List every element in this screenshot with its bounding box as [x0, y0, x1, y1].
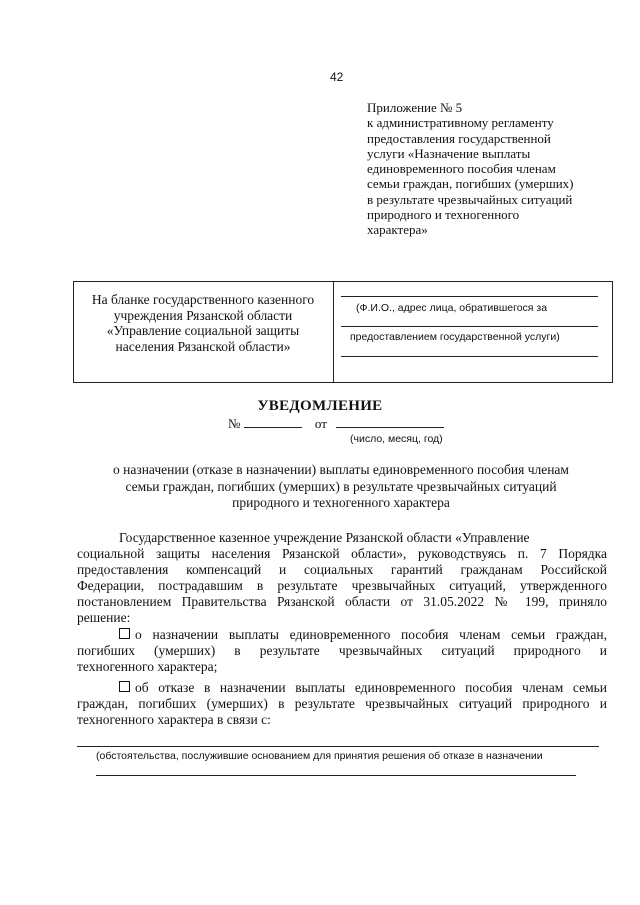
subject-line: о назначении (отказе в назначении) выплаты единовременного пособия членам — [113, 462, 569, 477]
date-blank — [336, 427, 444, 428]
letterhead-line: На бланке государственного казенного — [91, 292, 315, 307]
header-table-divider — [333, 281, 334, 383]
reason-fill-line-2[interactable] — [96, 775, 576, 776]
refuse-line: об отказе в назначении выплаты единовременного пособия членам семьи — [135, 680, 607, 695]
grant-line: о назначении выплаты единовременного пособия членам семьи граждан, — [135, 627, 607, 642]
subject-line: семьи граждан, погибших (умерших) в результате чрезвычайных ситуаций — [125, 478, 557, 494]
appendix-line: характера» — [367, 222, 428, 238]
grant-line: погибших (умерших) в результате чрезвычайных ситуаций природного и — [77, 643, 607, 658]
refuse-line: граждан, погибших (умерших) в результате чрезвычайных ситуаций природного и — [77, 696, 607, 711]
letterhead-line: населения Рязанской области» — [115, 338, 291, 354]
letterhead-line: учреждения Рязанской области — [113, 307, 293, 323]
appendix-header — [367, 100, 607, 238]
body-paragraph — [77, 530, 607, 626]
option-refuse — [77, 680, 607, 728]
appendix-line: к административному регламенту — [367, 115, 554, 131]
body-line: предоставления компенсаций и социальных гарантий гражданам Российской — [77, 562, 607, 577]
date-label: от — [314, 416, 327, 431]
recipient-name-line — [341, 296, 598, 297]
date-caption: (число, месяц, год) — [350, 433, 443, 445]
option-grant — [77, 627, 607, 675]
notice-title: УВЕДОМЛЕНИЕ — [257, 398, 383, 414]
number-label: № — [228, 416, 241, 431]
grant-checkbox[interactable] — [119, 628, 130, 639]
appendix-line: единовременного пособия членам — [367, 161, 556, 177]
letterhead-block — [78, 292, 328, 354]
refuse-checkbox[interactable] — [119, 681, 130, 692]
appendix-line: услуги «Назначение выплаты — [367, 145, 531, 161]
body-line: социальной защиты населения Рязанской области», руководствуясь п. 7 Порядка — [77, 546, 607, 561]
number-blank — [244, 427, 302, 428]
appendix-line: Приложение № 5 — [367, 100, 463, 115]
body-line: решение: — [77, 610, 131, 625]
letterhead-line: «Управление социальной защиты — [106, 323, 300, 338]
grant-line: техногенного характера; — [77, 659, 218, 674]
notice-number-line — [228, 416, 444, 432]
body-line: Федерации, пострадавшим в результате чрезвычайных ситуаций, утвержденного — [77, 578, 607, 593]
reason-caption: (обстоятельства, послужившие основанием для принятия решения об отказе в назначении — [96, 750, 543, 762]
notice-subject — [70, 462, 612, 512]
recipient-extra-line — [341, 356, 598, 357]
recipient-address-line — [341, 326, 598, 327]
appendix-line: в результате чрезвычайных ситуаций — [367, 191, 573, 207]
appendix-line: семьи граждан, погибших (умерших) — [367, 176, 574, 192]
appendix-line: предоставления государственной — [367, 130, 551, 146]
refuse-line: техногенного характера в связи с: — [77, 712, 271, 727]
appendix-line: природного и техногенного — [367, 207, 520, 223]
subject-line: природного и техногенного характера — [232, 495, 450, 510]
recipient-caption-2: предоставлением государственной услуги) — [350, 331, 560, 343]
body-line: Государственное казенное учреждение Рязанской области «Управление — [119, 530, 530, 545]
body-line: постановлением Правительства Рязанской области от 31.05.2022 № 199, приняло — [77, 594, 607, 609]
page-number: 42 — [330, 70, 344, 84]
recipient-caption-1: (Ф.И.О., адрес лица, обратившегося за — [356, 302, 548, 314]
reason-fill-line[interactable] — [77, 746, 599, 747]
